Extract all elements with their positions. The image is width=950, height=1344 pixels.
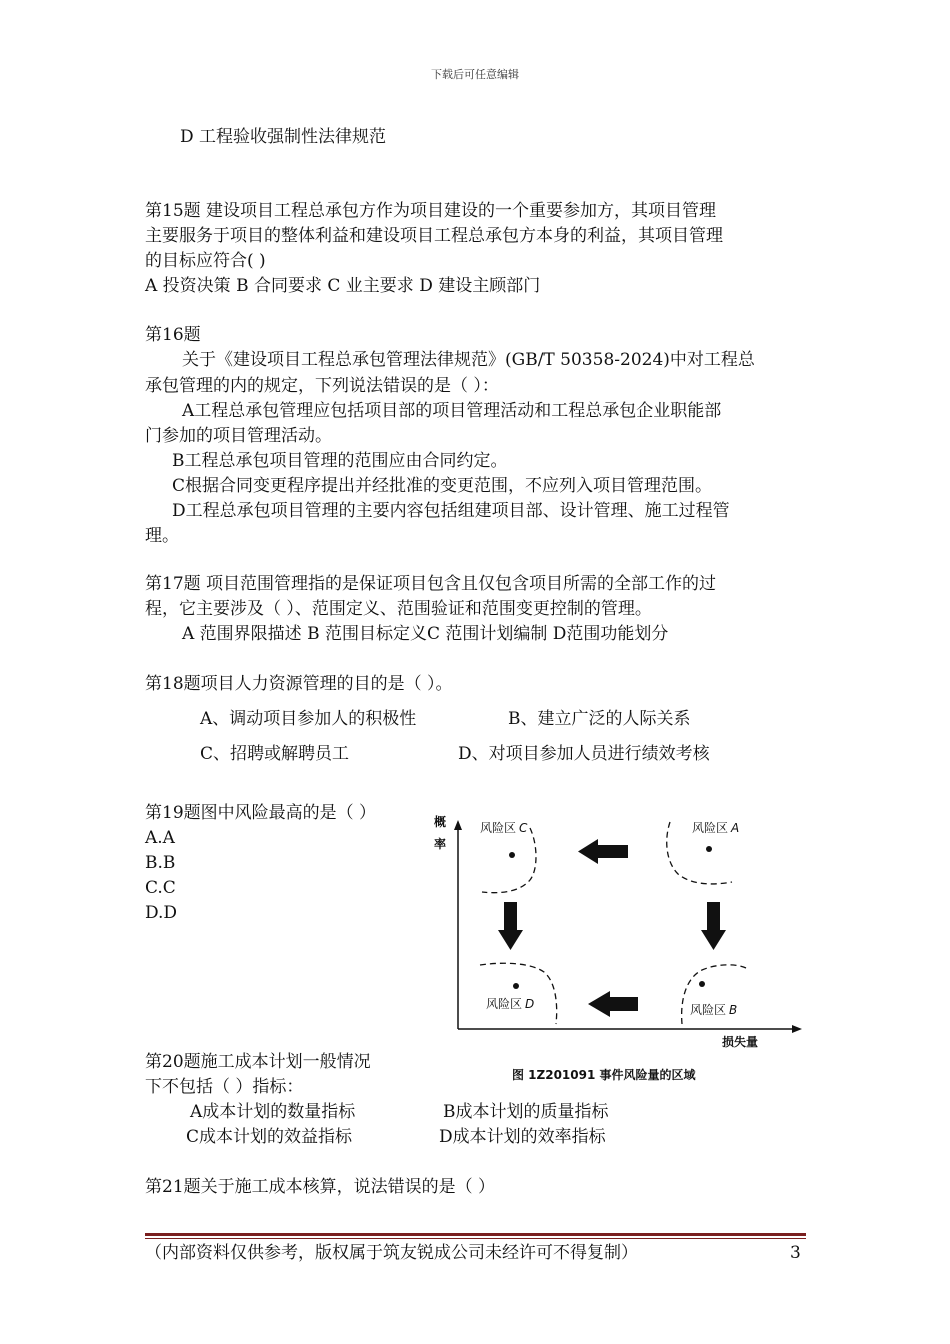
footer-rule-thick [145, 1233, 806, 1236]
risk-zone-figure [420, 800, 810, 1090]
q16-option-b: B工程总承包项目管理的范围应由合同约定。 [172, 451, 508, 471]
q16-option-a-2: 门参加的项目管理活动。 [145, 426, 332, 446]
y-axis-arrow-icon [454, 820, 462, 830]
y-axis-label-2: 率 [434, 837, 447, 851]
zone-d-label: 风险区 D [486, 997, 535, 1011]
page-header: 下载后可任意编辑 [431, 68, 519, 81]
q20-option-b: B成本计划的质量指标 [443, 1102, 609, 1122]
q16-option-c: C根据合同变更程序提出并经批准的变更范围，不应列入项目管理范围。 [172, 476, 713, 496]
footer-rule-thin [145, 1238, 806, 1239]
q15-line-2: 主要服务于项目的整体利益和建设项目工程总承包方本身的利益，其项目管理 [145, 226, 723, 246]
figure-caption: 图 1Z201091 事件风险量的区域 [512, 1068, 696, 1082]
zone-a-point [706, 846, 712, 852]
zone-b-label: 风险区 B [690, 1003, 738, 1017]
q15-line-1: 第15题 建设项目工程总承包方作为项目建设的一个重要参加方，其项目管理 [145, 201, 717, 221]
zone-c-point [509, 852, 515, 858]
q14-option-d: D 工程验收强制性法律规范 [180, 127, 387, 147]
zone-c-label: 风险区 C [480, 821, 528, 835]
arrow-left-bottom-icon [588, 991, 638, 1017]
q19-option-c: C.C [145, 878, 176, 898]
arrow-left-top-icon [578, 839, 628, 864]
zone-d-point [513, 983, 519, 989]
q16-line-1: 关于《建设项目工程总承包管理法律规范》(GB/T 50358-2024)中对工程总 [182, 350, 755, 370]
arrow-down-right-icon [701, 902, 726, 950]
q20-option-d: D成本计划的效率指标 [439, 1127, 606, 1147]
q21-title: 第21题关于施工成本核算，说法错误的是（ ） [145, 1177, 496, 1197]
q17-options: A 范围界限描述 B 范围目标定义C 范围计划编制 D范围功能划分 [182, 624, 669, 644]
q19-title: 第19题图中风险最高的是（ ） [145, 803, 377, 823]
page-number: 3 [790, 1243, 801, 1263]
q15-line-3: 的目标应符合( ) [145, 251, 266, 271]
q20-option-c: C成本计划的效益指标 [186, 1127, 353, 1147]
q18-option-a: A、调动项目参加人的积极性 [200, 709, 417, 729]
zone-c-boundary [482, 828, 536, 893]
q15-options: A 投资决策 B 合同要求 C 业主要求 D 建设主顾部门 [145, 276, 541, 296]
x-axis-arrow-icon [792, 1025, 802, 1033]
x-axis-label: 损失量 [722, 1035, 759, 1049]
q18-option-b: B、建立广泛的人际关系 [508, 709, 691, 729]
q20-line-2: 下不包括（ ）指标： [145, 1077, 304, 1097]
zone-b-point [699, 981, 705, 987]
y-axis-label-1: 概 [434, 815, 447, 829]
q19-option-d: D.D [145, 903, 178, 923]
q19-option-a: A.A [145, 828, 175, 848]
q16-option-d-2: 理。 [145, 526, 179, 546]
zone-a-label: 风险区 A [692, 821, 740, 835]
q20-option-a: A成本计划的数量指标 [190, 1102, 356, 1122]
q17-line-2: 程，它主要涉及（ ）、范围定义、范围验证和范围变更控制的管理。 [145, 599, 652, 619]
q20-line-1: 第20题施工成本计划一般情况 [145, 1052, 371, 1072]
q16-option-a-1: A工程总承包管理应包括项目部的项目管理活动和工程总承包企业职能部 [182, 401, 722, 421]
q17-line-1: 第17题 项目范围管理指的是保证项目包含且仅包含项目所需的全部工作的过 [145, 574, 717, 594]
q16-option-d-1: D工程总承包项目管理的主要内容包括组建项目部、设计管理、施工过程管 [172, 501, 730, 521]
q18-option-d: D、对项目参加人员进行绩效考核 [458, 744, 710, 764]
q18-title: 第18题项目人力资源管理的目的是（ ）。 [145, 674, 453, 694]
zone-d-boundary [480, 963, 557, 1024]
footer-text: （内部资料仅供参考，版权属于筑友锐成公司未经许可不得复制） [145, 1243, 638, 1263]
q16-line-2: 承包管理的内的规定，下列说法错误的是（ ）： [145, 376, 499, 396]
q19-option-b: B.B [145, 853, 176, 873]
q16-title: 第16题 [145, 325, 201, 345]
arrow-down-left-icon [498, 902, 523, 950]
q18-option-c: C、招聘或解聘员工 [200, 744, 350, 764]
